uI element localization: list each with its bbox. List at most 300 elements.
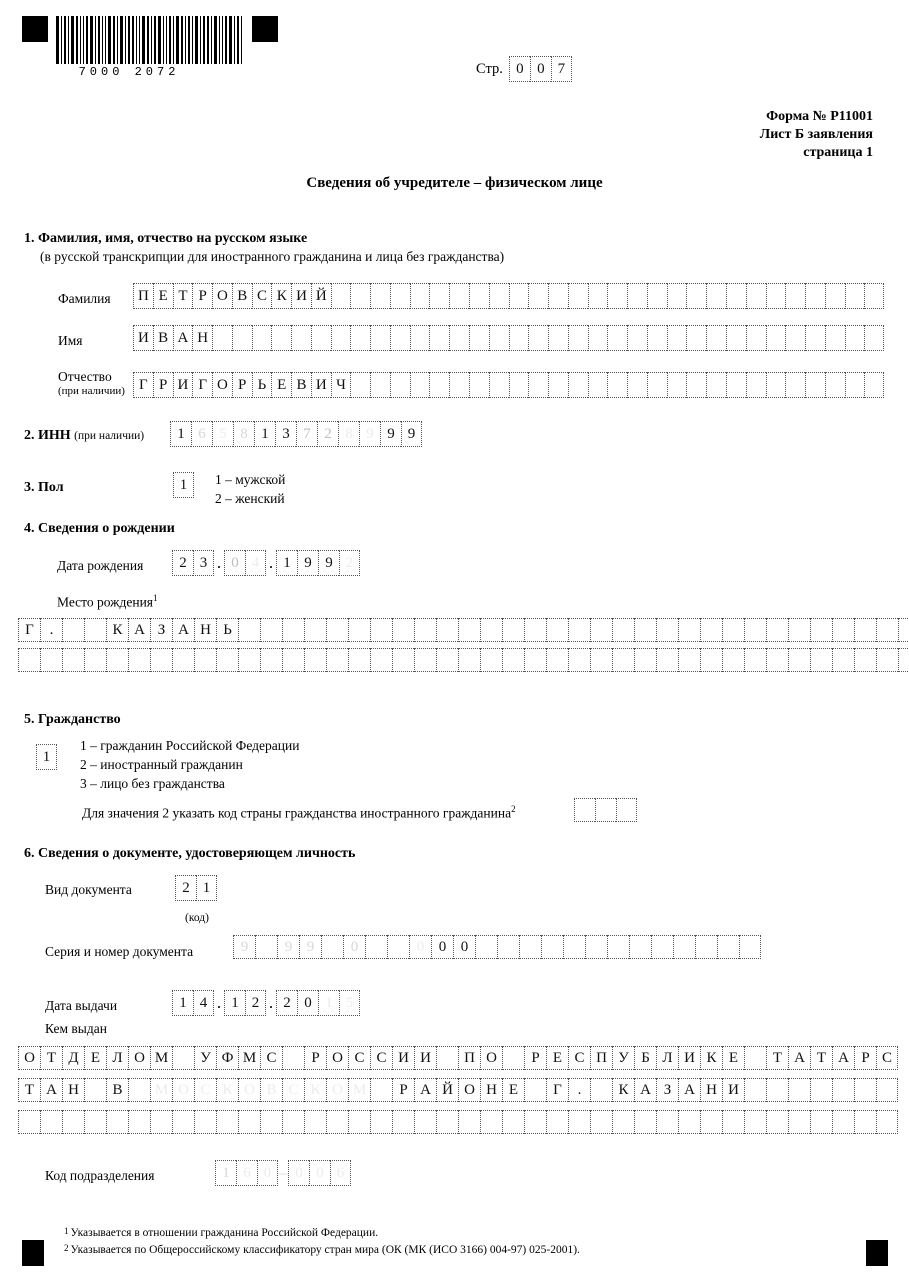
form-cell[interactable] bbox=[651, 935, 673, 959]
form-cell[interactable] bbox=[700, 648, 722, 672]
form-cell[interactable] bbox=[717, 935, 739, 959]
form-cell[interactable] bbox=[528, 325, 548, 351]
form-cell[interactable] bbox=[548, 372, 568, 398]
form-cell[interactable]: Р bbox=[232, 372, 252, 398]
form-cell[interactable] bbox=[509, 283, 529, 309]
form-cell[interactable] bbox=[449, 283, 469, 309]
form-cell[interactable] bbox=[612, 648, 634, 672]
date-group[interactable] bbox=[172, 550, 214, 576]
form-cell[interactable] bbox=[706, 372, 726, 398]
form-cell[interactable] bbox=[458, 648, 480, 672]
form-cell[interactable] bbox=[876, 1078, 898, 1102]
form-cell[interactable] bbox=[805, 325, 825, 351]
form-cell[interactable] bbox=[326, 618, 348, 642]
form-cell[interactable]: Ь bbox=[252, 372, 272, 398]
form-cell[interactable]: И bbox=[722, 1078, 744, 1102]
form-cell[interactable] bbox=[744, 618, 766, 642]
form-cell[interactable] bbox=[746, 325, 766, 351]
issuer-input-row-1[interactable] bbox=[18, 1046, 898, 1070]
form-cell[interactable] bbox=[607, 372, 627, 398]
form-cell[interactable] bbox=[612, 1110, 634, 1134]
form-cell[interactable] bbox=[232, 325, 252, 351]
form-cell[interactable] bbox=[436, 1110, 458, 1134]
surname-input[interactable] bbox=[133, 283, 884, 309]
form-cell[interactable]: 1 bbox=[318, 990, 339, 1016]
form-cell[interactable] bbox=[480, 1110, 502, 1134]
form-cell[interactable] bbox=[585, 935, 607, 959]
form-cell[interactable]: В bbox=[153, 325, 173, 351]
form-cell[interactable] bbox=[238, 648, 260, 672]
form-cell[interactable] bbox=[282, 618, 304, 642]
form-cell[interactable] bbox=[414, 1110, 436, 1134]
form-cell[interactable] bbox=[519, 935, 541, 959]
form-cell[interactable] bbox=[524, 618, 546, 642]
form-cell[interactable]: 8 bbox=[233, 421, 254, 447]
form-cell[interactable] bbox=[62, 648, 84, 672]
form-cell[interactable]: И bbox=[414, 1046, 436, 1070]
form-cell[interactable]: 2 bbox=[276, 990, 297, 1016]
form-cell[interactable]: О bbox=[128, 1046, 150, 1070]
form-cell[interactable] bbox=[607, 283, 627, 309]
issuedate-input[interactable] bbox=[172, 990, 360, 1016]
form-cell[interactable] bbox=[370, 618, 392, 642]
form-cell[interactable] bbox=[150, 648, 172, 672]
form-cell[interactable] bbox=[864, 372, 884, 398]
form-cell[interactable] bbox=[612, 618, 634, 642]
form-cell[interactable]: Р bbox=[192, 283, 212, 309]
form-cell[interactable] bbox=[810, 1078, 832, 1102]
form-cell[interactable]: О bbox=[458, 1078, 480, 1102]
form-cell[interactable] bbox=[722, 1110, 744, 1134]
form-cell[interactable] bbox=[785, 372, 805, 398]
form-cell[interactable]: Т bbox=[40, 1046, 62, 1070]
form-cell[interactable] bbox=[469, 325, 489, 351]
form-cell[interactable] bbox=[876, 1110, 898, 1134]
patronymic-input[interactable] bbox=[133, 372, 884, 398]
form-cell[interactable] bbox=[726, 372, 746, 398]
form-cell[interactable]: Т bbox=[766, 1046, 788, 1070]
form-cell[interactable]: 9 bbox=[380, 421, 401, 447]
birthplace-input-row-1[interactable] bbox=[18, 618, 909, 642]
form-cell[interactable] bbox=[390, 283, 410, 309]
form-cell[interactable] bbox=[172, 648, 194, 672]
form-cell[interactable]: М bbox=[150, 1046, 172, 1070]
series-input[interactable] bbox=[233, 935, 761, 959]
form-cell[interactable] bbox=[588, 283, 608, 309]
form-cell[interactable] bbox=[291, 325, 311, 351]
form-cell[interactable] bbox=[282, 1046, 304, 1070]
form-cell[interactable] bbox=[62, 618, 84, 642]
form-cell[interactable] bbox=[627, 283, 647, 309]
form-cell[interactable] bbox=[370, 1110, 392, 1134]
form-cell[interactable] bbox=[785, 283, 805, 309]
issuer-input-row-2[interactable] bbox=[18, 1078, 898, 1102]
form-cell[interactable]: А bbox=[832, 1046, 854, 1070]
form-cell[interactable] bbox=[647, 325, 667, 351]
form-cell[interactable]: Й bbox=[311, 283, 331, 309]
form-cell[interactable]: Н bbox=[62, 1078, 84, 1102]
form-cell[interactable]: У bbox=[194, 1046, 216, 1070]
form-cell[interactable]: В bbox=[291, 372, 311, 398]
form-cell[interactable] bbox=[766, 283, 786, 309]
form-cell[interactable]: Г bbox=[133, 372, 153, 398]
form-cell[interactable]: 4 bbox=[193, 990, 214, 1016]
form-cell[interactable] bbox=[489, 325, 509, 351]
form-cell[interactable]: 9 bbox=[233, 935, 255, 959]
form-cell[interactable] bbox=[607, 325, 627, 351]
form-cell[interactable] bbox=[524, 1078, 546, 1102]
form-cell[interactable] bbox=[84, 1110, 106, 1134]
form-cell[interactable] bbox=[590, 1078, 612, 1102]
form-cell[interactable] bbox=[326, 1110, 348, 1134]
form-cell[interactable] bbox=[18, 1110, 40, 1134]
form-cell[interactable] bbox=[387, 935, 409, 959]
form-cell[interactable] bbox=[348, 618, 370, 642]
form-cell[interactable] bbox=[502, 1046, 524, 1070]
form-cell[interactable]: 9 bbox=[318, 550, 339, 576]
form-cell[interactable] bbox=[744, 1078, 766, 1102]
form-cell[interactable]: М bbox=[348, 1078, 370, 1102]
form-cell[interactable]: 2 bbox=[172, 550, 193, 576]
form-cell[interactable]: С bbox=[260, 1046, 282, 1070]
form-cell[interactable]: Б bbox=[634, 1046, 656, 1070]
form-cell[interactable] bbox=[449, 372, 469, 398]
form-cell[interactable]: К bbox=[216, 1078, 238, 1102]
form-cell[interactable] bbox=[370, 1078, 392, 1102]
form-cell[interactable]: 8 bbox=[338, 421, 359, 447]
form-cell[interactable]: 0 bbox=[297, 990, 318, 1016]
form-cell[interactable]: О bbox=[326, 1078, 348, 1102]
form-cell[interactable] bbox=[810, 648, 832, 672]
form-cell[interactable]: С bbox=[252, 283, 272, 309]
form-cell[interactable]: 3 bbox=[275, 421, 296, 447]
form-cell[interactable]: 9 bbox=[297, 550, 318, 576]
form-cell[interactable]: Р bbox=[524, 1046, 546, 1070]
form-cell[interactable]: О bbox=[212, 283, 232, 309]
form-cell[interactable]: 7 bbox=[551, 56, 572, 82]
form-cell[interactable] bbox=[647, 283, 667, 309]
form-cell[interactable] bbox=[546, 618, 568, 642]
form-cell[interactable] bbox=[832, 618, 854, 642]
form-cell[interactable] bbox=[429, 325, 449, 351]
form-cell[interactable] bbox=[766, 1110, 788, 1134]
form-cell[interactable] bbox=[128, 1110, 150, 1134]
form-cell[interactable] bbox=[568, 372, 588, 398]
form-cell[interactable] bbox=[128, 648, 150, 672]
form-cell[interactable] bbox=[84, 648, 106, 672]
form-cell[interactable] bbox=[739, 935, 761, 959]
form-cell[interactable] bbox=[588, 325, 608, 351]
form-cell[interactable] bbox=[627, 325, 647, 351]
birthplace-input-row-2[interactable] bbox=[18, 648, 909, 672]
form-cell[interactable]: С bbox=[194, 1078, 216, 1102]
date-group[interactable] bbox=[276, 550, 360, 576]
form-cell[interactable] bbox=[700, 618, 722, 642]
form-cell[interactable] bbox=[410, 283, 430, 309]
form-cell[interactable]: И bbox=[173, 372, 193, 398]
form-cell[interactable] bbox=[489, 372, 509, 398]
form-cell[interactable]: 1 bbox=[254, 421, 275, 447]
form-cell[interactable] bbox=[595, 798, 616, 822]
form-cell[interactable]: 0 bbox=[224, 550, 245, 576]
form-cell[interactable]: 6 bbox=[236, 1160, 257, 1186]
form-cell[interactable]: К bbox=[271, 283, 291, 309]
form-cell[interactable] bbox=[656, 1110, 678, 1134]
firstname-input[interactable] bbox=[133, 325, 884, 351]
form-cell[interactable]: Г bbox=[192, 372, 212, 398]
form-cell[interactable]: 2 bbox=[339, 550, 360, 576]
form-cell[interactable] bbox=[216, 648, 238, 672]
form-cell[interactable]: 1 bbox=[276, 550, 297, 576]
form-cell[interactable] bbox=[627, 372, 647, 398]
form-cell[interactable] bbox=[746, 283, 766, 309]
form-cell[interactable] bbox=[480, 648, 502, 672]
form-cell[interactable]: И bbox=[133, 325, 153, 351]
form-cell[interactable] bbox=[436, 618, 458, 642]
form-cell[interactable] bbox=[331, 325, 351, 351]
form-cell[interactable]: О bbox=[326, 1046, 348, 1070]
form-cell[interactable]: 5 bbox=[212, 421, 233, 447]
form-cell[interactable]: О bbox=[18, 1046, 40, 1070]
date-group[interactable] bbox=[224, 550, 266, 576]
form-cell[interactable] bbox=[667, 372, 687, 398]
form-cell[interactable] bbox=[805, 283, 825, 309]
form-cell[interactable] bbox=[370, 325, 390, 351]
form-cell[interactable] bbox=[616, 798, 637, 822]
form-cell[interactable] bbox=[746, 372, 766, 398]
form-cell[interactable] bbox=[238, 618, 260, 642]
form-cell[interactable]: Л bbox=[106, 1046, 128, 1070]
form-cell[interactable] bbox=[321, 935, 343, 959]
form-cell[interactable] bbox=[524, 1110, 546, 1134]
form-cell[interactable]: 5 bbox=[339, 990, 360, 1016]
form-cell[interactable] bbox=[18, 648, 40, 672]
form-cell[interactable] bbox=[350, 372, 370, 398]
form-cell[interactable]: 1 bbox=[170, 421, 191, 447]
form-cell[interactable] bbox=[410, 325, 430, 351]
form-cell[interactable] bbox=[546, 1110, 568, 1134]
form-cell[interactable] bbox=[414, 618, 436, 642]
form-cell[interactable]: П bbox=[458, 1046, 480, 1070]
form-cell[interactable] bbox=[744, 1046, 766, 1070]
form-cell[interactable]: Е bbox=[502, 1078, 524, 1102]
form-cell[interactable]: 9 bbox=[277, 935, 299, 959]
form-cell[interactable]: Е bbox=[84, 1046, 106, 1070]
form-cell[interactable] bbox=[574, 798, 595, 822]
form-cell[interactable] bbox=[370, 648, 392, 672]
form-cell[interactable] bbox=[825, 283, 845, 309]
form-cell[interactable]: 2 bbox=[317, 421, 338, 447]
form-cell[interactable] bbox=[106, 1110, 128, 1134]
form-cell[interactable] bbox=[502, 1110, 524, 1134]
form-cell[interactable] bbox=[766, 325, 786, 351]
form-cell[interactable] bbox=[282, 648, 304, 672]
form-cell[interactable] bbox=[766, 618, 788, 642]
form-cell[interactable] bbox=[365, 935, 387, 959]
form-cell[interactable] bbox=[449, 325, 469, 351]
form-cell[interactable] bbox=[854, 618, 876, 642]
form-cell[interactable] bbox=[876, 648, 898, 672]
form-cell[interactable]: З bbox=[656, 1078, 678, 1102]
subdivision-right-group[interactable] bbox=[288, 1160, 351, 1186]
form-cell[interactable] bbox=[590, 618, 612, 642]
form-cell[interactable] bbox=[607, 935, 629, 959]
form-cell[interactable]: 0 bbox=[343, 935, 365, 959]
form-cell[interactable] bbox=[706, 283, 726, 309]
form-cell[interactable] bbox=[475, 935, 497, 959]
inn-input[interactable] bbox=[170, 421, 422, 447]
form-cell[interactable]: И bbox=[678, 1046, 700, 1070]
form-cell[interactable] bbox=[370, 283, 390, 309]
form-cell[interactable] bbox=[678, 1110, 700, 1134]
date-group[interactable] bbox=[172, 990, 214, 1016]
citizenship-input[interactable] bbox=[36, 744, 57, 770]
form-cell[interactable]: 0 bbox=[453, 935, 475, 959]
form-cell[interactable] bbox=[766, 1078, 788, 1102]
form-cell[interactable] bbox=[304, 618, 326, 642]
form-cell[interactable]: 7 bbox=[296, 421, 317, 447]
form-cell[interactable]: Н bbox=[192, 325, 212, 351]
form-cell[interactable] bbox=[429, 283, 449, 309]
doctype-input[interactable] bbox=[175, 875, 217, 901]
form-cell[interactable] bbox=[282, 1110, 304, 1134]
form-cell[interactable] bbox=[588, 372, 608, 398]
form-cell[interactable] bbox=[678, 648, 700, 672]
form-cell[interactable]: К bbox=[700, 1046, 722, 1070]
form-cell[interactable] bbox=[766, 372, 786, 398]
form-cell[interactable] bbox=[348, 648, 370, 672]
form-cell[interactable] bbox=[744, 648, 766, 672]
form-cell[interactable]: И bbox=[311, 372, 331, 398]
form-cell[interactable] bbox=[864, 325, 884, 351]
form-cell[interactable] bbox=[568, 283, 588, 309]
form-cell[interactable] bbox=[706, 325, 726, 351]
form-cell[interactable] bbox=[568, 618, 590, 642]
form-cell[interactable]: 1 bbox=[173, 472, 194, 498]
form-cell[interactable] bbox=[436, 1046, 458, 1070]
form-cell[interactable]: Л bbox=[656, 1046, 678, 1070]
form-cell[interactable] bbox=[845, 372, 865, 398]
form-cell[interactable] bbox=[84, 618, 106, 642]
form-cell[interactable]: М bbox=[238, 1046, 260, 1070]
form-cell[interactable]: Р bbox=[392, 1078, 414, 1102]
form-cell[interactable] bbox=[128, 1078, 150, 1102]
form-cell[interactable] bbox=[326, 648, 348, 672]
form-cell[interactable] bbox=[260, 1110, 282, 1134]
form-cell[interactable] bbox=[563, 935, 585, 959]
form-cell[interactable] bbox=[40, 1110, 62, 1134]
form-cell[interactable] bbox=[634, 648, 656, 672]
form-cell[interactable] bbox=[260, 648, 282, 672]
form-cell[interactable] bbox=[216, 1110, 238, 1134]
form-cell[interactable]: 1 bbox=[36, 744, 57, 770]
form-cell[interactable] bbox=[436, 648, 458, 672]
form-cell[interactable]: А bbox=[788, 1046, 810, 1070]
form-cell[interactable]: 6 bbox=[191, 421, 212, 447]
form-cell[interactable]: 9 bbox=[299, 935, 321, 959]
form-cell[interactable]: 0 bbox=[288, 1160, 309, 1186]
form-cell[interactable] bbox=[810, 1110, 832, 1134]
form-cell[interactable]: В bbox=[106, 1078, 128, 1102]
form-cell[interactable] bbox=[656, 618, 678, 642]
form-cell[interactable] bbox=[785, 325, 805, 351]
date-group[interactable] bbox=[276, 990, 360, 1016]
form-cell[interactable] bbox=[825, 372, 845, 398]
form-cell[interactable] bbox=[40, 648, 62, 672]
form-cell[interactable]: С bbox=[568, 1046, 590, 1070]
form-cell[interactable] bbox=[788, 1078, 810, 1102]
form-cell[interactable] bbox=[350, 325, 370, 351]
form-cell[interactable] bbox=[304, 648, 326, 672]
form-cell[interactable] bbox=[331, 283, 351, 309]
form-cell[interactable] bbox=[832, 648, 854, 672]
form-cell[interactable]: Е bbox=[546, 1046, 568, 1070]
date-group[interactable] bbox=[224, 990, 266, 1016]
form-cell[interactable] bbox=[194, 648, 216, 672]
form-cell[interactable] bbox=[686, 283, 706, 309]
form-cell[interactable]: А bbox=[678, 1078, 700, 1102]
form-cell[interactable]: А bbox=[172, 618, 194, 642]
form-cell[interactable] bbox=[497, 935, 519, 959]
form-cell[interactable]: 0 bbox=[257, 1160, 278, 1186]
form-cell[interactable]: Е bbox=[722, 1046, 744, 1070]
form-cell[interactable] bbox=[410, 372, 430, 398]
form-cell[interactable] bbox=[788, 648, 810, 672]
form-cell[interactable] bbox=[458, 1110, 480, 1134]
form-cell[interactable]: 4 bbox=[245, 550, 266, 576]
form-cell[interactable] bbox=[629, 935, 651, 959]
form-cell[interactable]: 3 bbox=[193, 550, 214, 576]
form-cell[interactable] bbox=[788, 618, 810, 642]
form-cell[interactable]: А bbox=[634, 1078, 656, 1102]
form-cell[interactable] bbox=[524, 648, 546, 672]
form-cell[interactable] bbox=[255, 935, 277, 959]
form-cell[interactable]: И bbox=[392, 1046, 414, 1070]
birthdate-input[interactable] bbox=[172, 550, 360, 576]
form-cell[interactable]: А bbox=[414, 1078, 436, 1102]
form-cell[interactable] bbox=[647, 372, 667, 398]
form-cell[interactable] bbox=[548, 325, 568, 351]
form-cell[interactable]: 6 bbox=[330, 1160, 351, 1186]
form-cell[interactable] bbox=[634, 618, 656, 642]
gender-input[interactable] bbox=[173, 472, 194, 498]
form-cell[interactable]: О bbox=[172, 1078, 194, 1102]
form-cell[interactable]: П bbox=[133, 283, 153, 309]
form-cell[interactable] bbox=[788, 1110, 810, 1134]
form-cell[interactable]: 0 bbox=[509, 56, 530, 82]
form-cell[interactable] bbox=[489, 283, 509, 309]
form-cell[interactable] bbox=[238, 1110, 260, 1134]
form-cell[interactable] bbox=[854, 648, 876, 672]
country-code-input[interactable] bbox=[574, 798, 637, 822]
form-cell[interactable]: 1 bbox=[224, 990, 245, 1016]
form-cell[interactable]: А bbox=[173, 325, 193, 351]
form-cell[interactable]: Д bbox=[62, 1046, 84, 1070]
form-cell[interactable]: П bbox=[590, 1046, 612, 1070]
form-cell[interactable] bbox=[832, 1110, 854, 1134]
form-cell[interactable] bbox=[700, 1110, 722, 1134]
form-cell[interactable] bbox=[634, 1110, 656, 1134]
page-number-cells[interactable] bbox=[509, 56, 572, 82]
form-cell[interactable]: Г bbox=[546, 1078, 568, 1102]
form-cell[interactable]: 0 bbox=[409, 935, 431, 959]
form-cell[interactable] bbox=[212, 325, 232, 351]
form-cell[interactable]: З bbox=[150, 618, 172, 642]
form-cell[interactable] bbox=[686, 372, 706, 398]
form-cell[interactable]: 9 bbox=[359, 421, 380, 447]
form-cell[interactable] bbox=[541, 935, 563, 959]
form-cell[interactable] bbox=[414, 648, 436, 672]
